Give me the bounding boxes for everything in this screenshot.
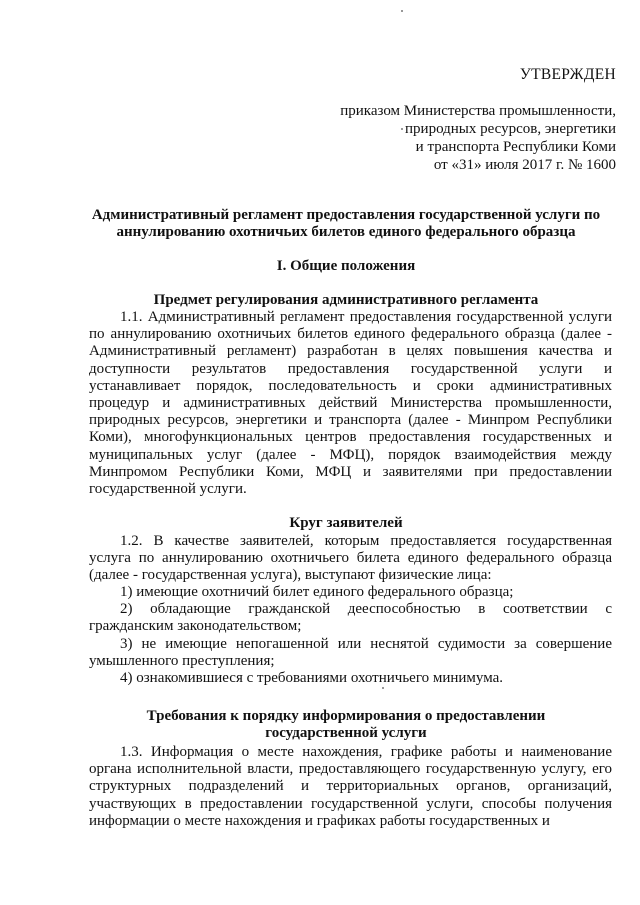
paragraph-1-3: 1.3. Информация о месте нахождения, графике работы и наименование органа исполнительной власти, предоставляющего государственную услугу, его структурных подразделений и территориальных органов, организаций, участвующих в предоставлении государственной услуги, способы получения информации о месте нахождения и графиках работы государственных и	[89, 744, 612, 829]
approval-stamp	[340, 66, 616, 174]
subheading-applicants: Круг заявителей	[289, 515, 403, 531]
paragraph-1-2: 1.2. В качестве заявителей, которым предоставляется государственная услуга по аннулированию охотничьего билета единого федерального образца (далее - государственная услуга), выступают физические лица:	[89, 533, 612, 584]
paragraph-1-1: 1.1. Административный регламент предоставления государственной услуги по аннулированию охотничьих билетов единого федерального образца (далее - Административный регламент) разработан в целях повышения качества и доступности результатов предоставления государственной услуги и устанавливает порядок, последовательность и сроки административных процедур и административных действий Министерства промышленности, природных ресурсов, энергетики и транспорта (далее - Минпром Республики Коми), многофункциональных центров предоставления государственных и муниципальных услуг (далее - МФЦ), порядок взаимодействия между Минпромом Республики Коми, МФЦ и заявителями при предоставлении государственной услуги.	[89, 309, 612, 498]
list-item: 3) не имеющие непогашенной или неснятой судимости за совершение умышленного преступления;	[89, 636, 612, 670]
approval-line: природных ресурсов, энергетики	[405, 121, 616, 137]
approval-line: от «31» июля 2017 г. № 1600	[433, 157, 616, 173]
subheading-informing	[80, 708, 612, 742]
list-item: 4) ознакомившиеся с требованиями охотничьего минимума.	[120, 670, 504, 686]
scan-speck	[401, 10, 403, 12]
list-item: 2) обладающие гражданской дееспособностью в соответствии с гражданским законодательством;	[89, 601, 612, 635]
document-title: Административный регламент предоставления государственной услуги по аннулированию охотничьих билетов единого федерального образца	[91, 207, 601, 240]
subheading-subject: Предмет регулирования административного регламента	[153, 292, 539, 308]
subheading-informing-line1: Требования к порядку информирования о предоставлении	[146, 708, 546, 724]
approval-line: приказом Министерства промышленности,	[340, 103, 616, 119]
approval-line: и транспорта Республики Коми	[415, 139, 616, 155]
approval-heading: УТВЕРЖДЕН	[519, 66, 616, 83]
list-item: 1) имеющие охотничий билет единого федерального образца;	[120, 584, 514, 600]
subheading-informing-line2: государственной услуги	[265, 725, 427, 741]
scan-speck	[382, 687, 384, 689]
section-heading-general: I. Общие положения	[276, 258, 416, 274]
